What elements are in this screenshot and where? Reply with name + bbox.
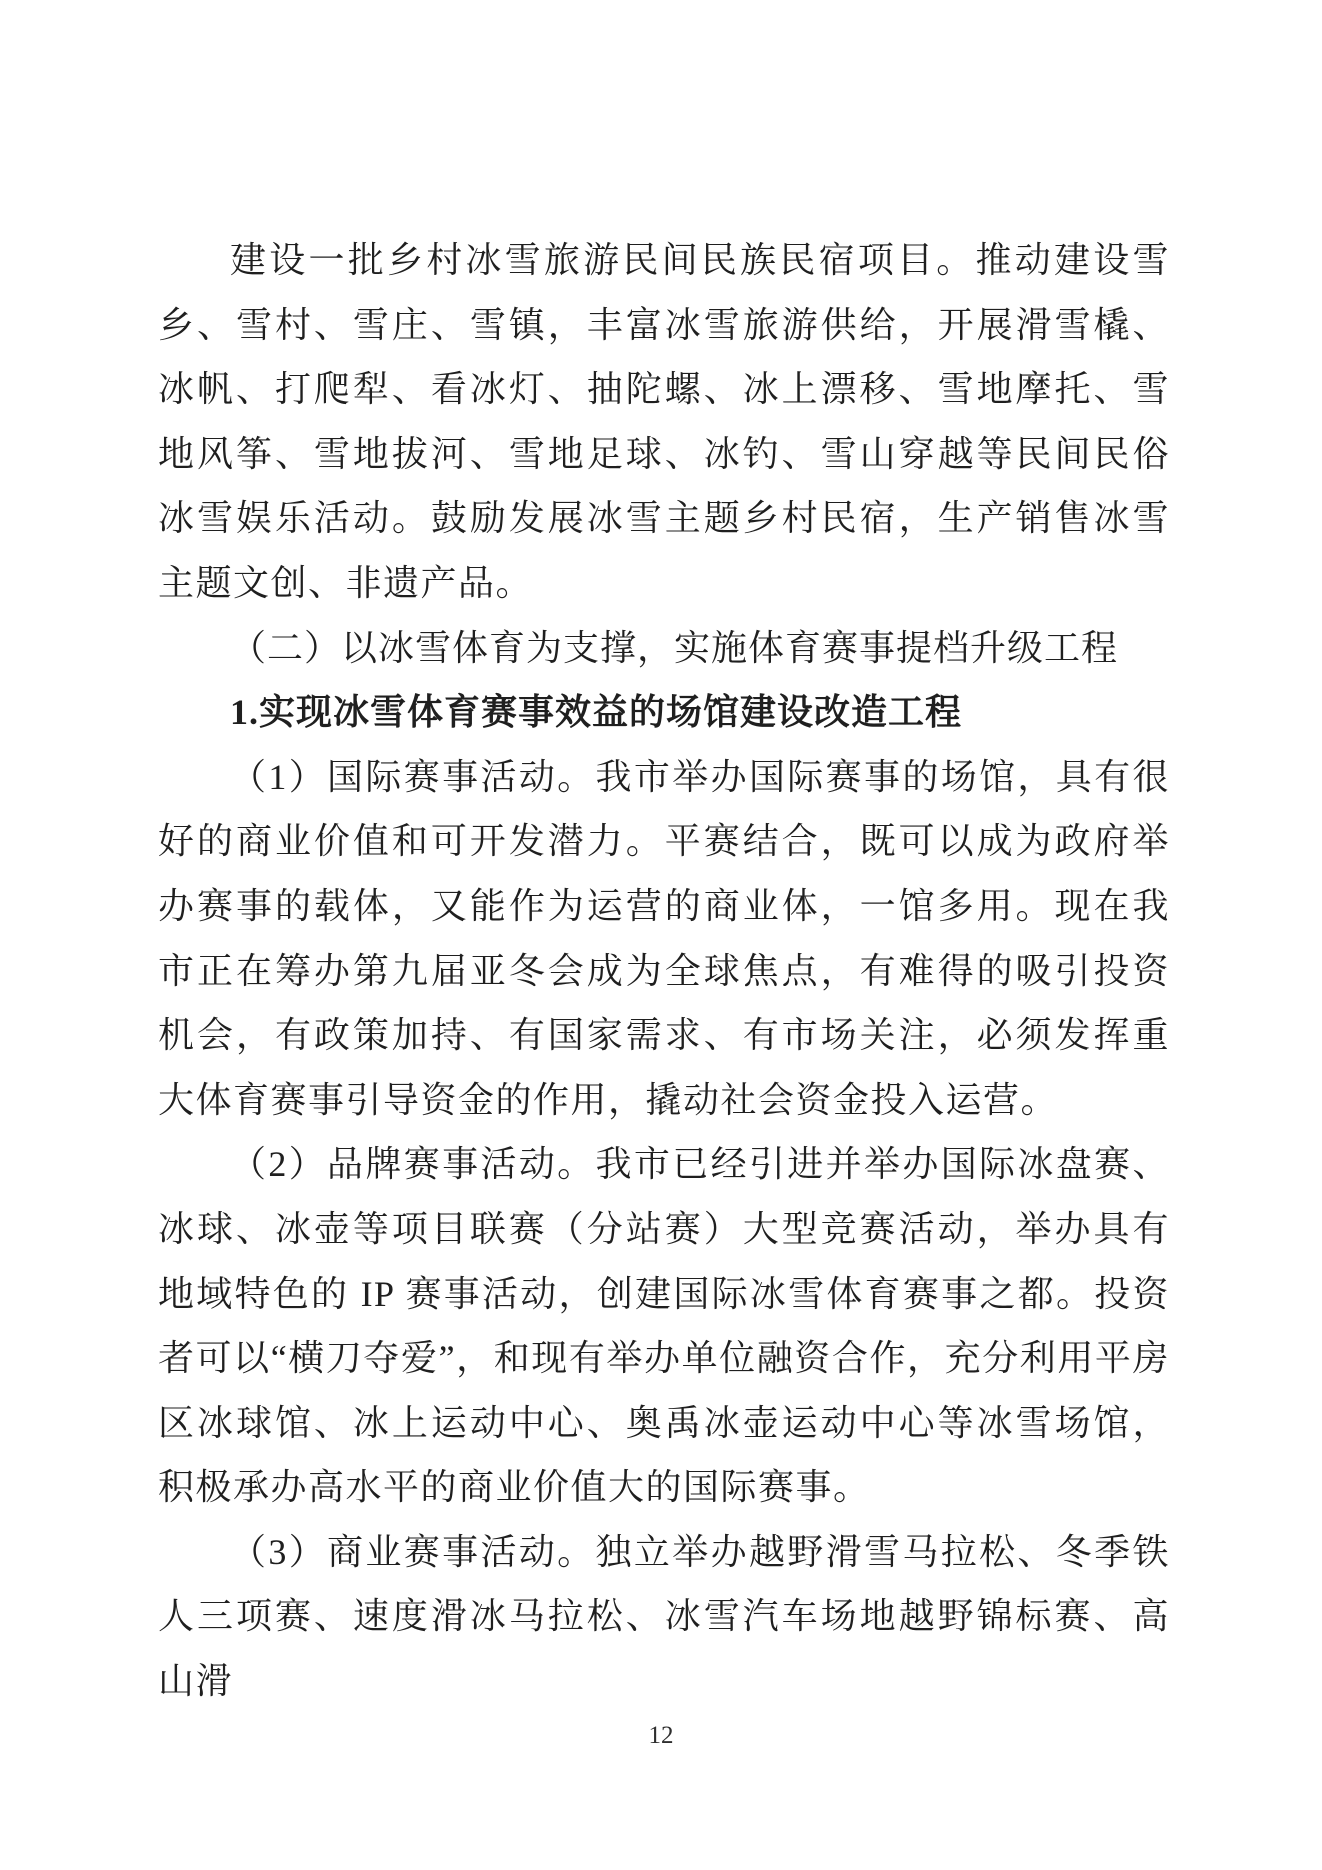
subsection-heading-venue-construction: 1.实现冰雪体育赛事效益的场馆建设改造工程 — [230, 692, 963, 733]
paragraph-brand-events: （2）品牌赛事活动。我市已经引进并举办国际冰盘赛、冰球、冰壶等项目联赛（分站赛）大型竞赛活动，举办具有地域特色的 IP 赛事活动，创建国际冰雪体育赛事之都。投资者可以“横刀夺爱”，和现有举办单位融资合作，充分利用平房区冰球馆、冰上运动中心、奥禹冰壶运动中心等冰雪场馆，积极承办高水平的商业价值大的国际赛事。 — [158, 1144, 1170, 1508]
page-number: 12 — [648, 1722, 674, 1749]
paragraph-international-events: （1）国际赛事活动。我市举办国际赛事的场馆，具有很好的商业价值和可开发潜力。平赛结合，既可以成为政府举办赛事的载体，又能作为运营的商业体，一馆多用。现在我市正在筹办第九届亚冬会成为全球焦点，有难得的吸引投资机会，有政策加持、有国家需求、有市场关注，必须发挥重大体育赛事引导资金的作用，撬动社会资金投入运营。 — [158, 756, 1170, 1120]
paragraph-commercial-events: （3）商业赛事活动。独立举办越野滑雪马拉松、冬季铁人三项赛、速度滑冰马拉松、冰雪汽车场地越野锦标赛、高山滑 — [158, 1531, 1170, 1702]
paragraph-rural-homestay: 建设一批乡村冰雪旅游民间民族民宿项目。推动建设雪乡、雪村、雪庄、雪镇，丰富冰雪旅游供给，开展滑雪橇、冰帆、打爬犁、看冰灯、抽陀螺、冰上漂移、雪地摩托、雪地风筝、雪地拔河、雪地足球、冰钓、雪山穿越等民间民俗冰雪娱乐活动。鼓励发展冰雪主题乡村民宿，生产销售冰雪主题文创、非遗产品。 — [158, 240, 1170, 603]
page-footer — [0, 1720, 1322, 1752]
section-heading-ice-snow-sports: （二）以冰雪体育为支撑，实施体育赛事提档升级工程 — [230, 627, 1119, 668]
document-body — [158, 228, 1170, 1714]
